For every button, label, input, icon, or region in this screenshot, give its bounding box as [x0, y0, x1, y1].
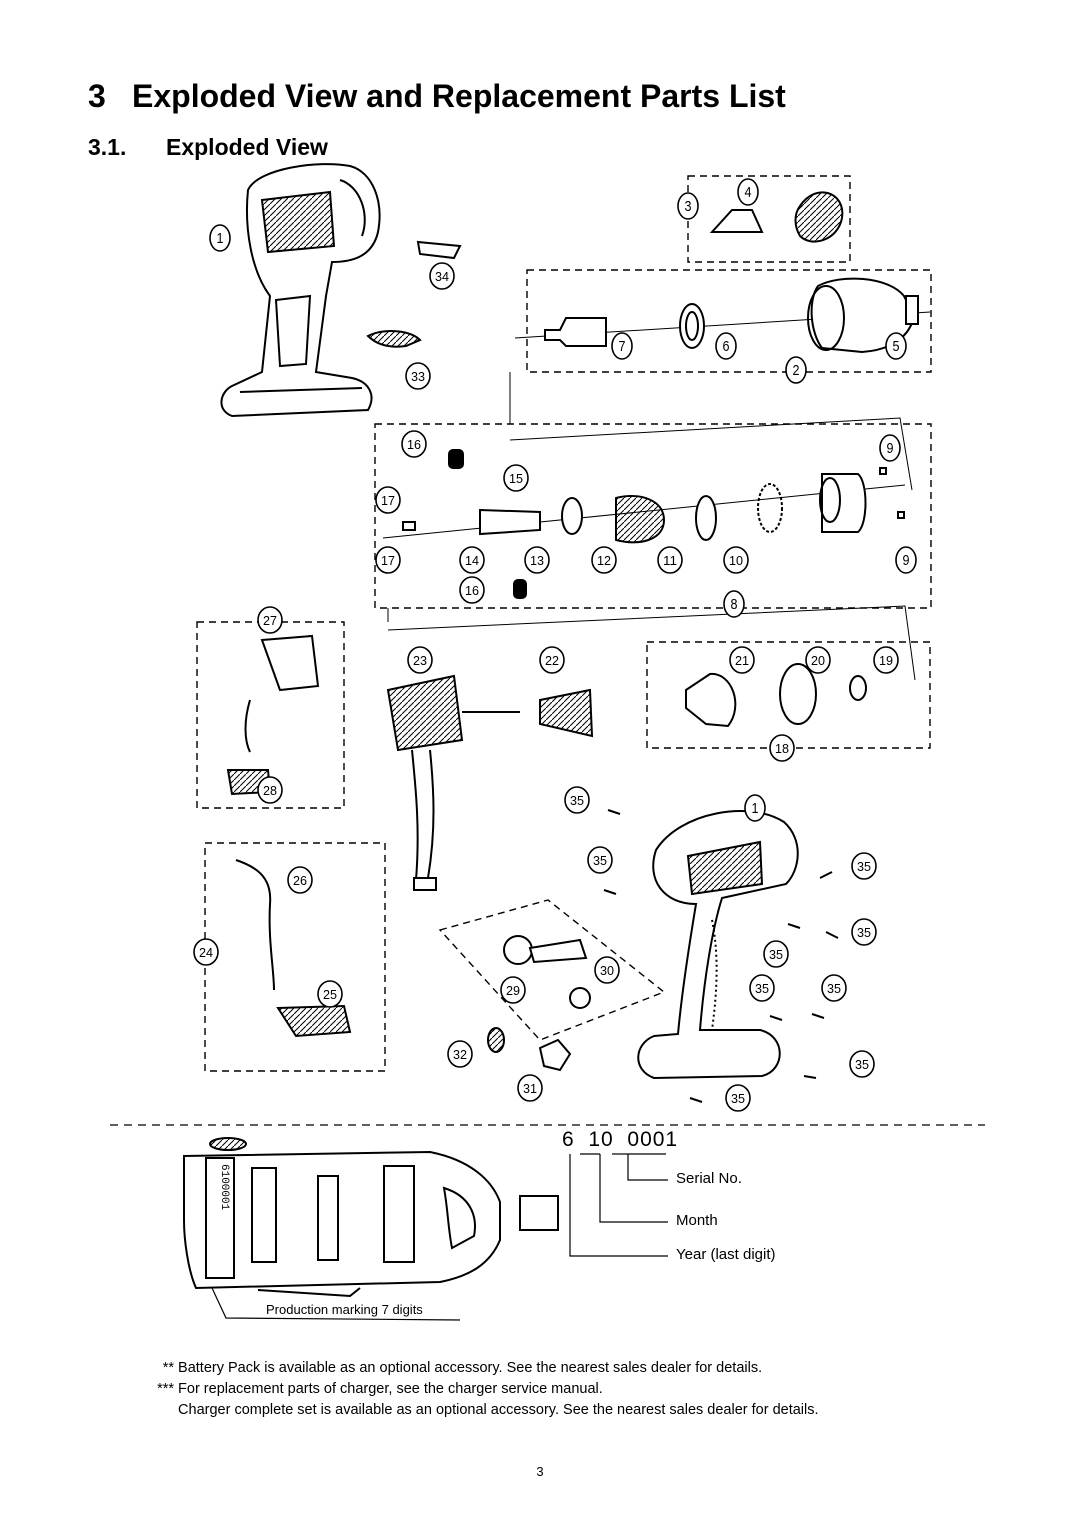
callout-number: 18	[775, 741, 789, 756]
callout-number: 9	[902, 552, 910, 569]
spring-part-32	[488, 1028, 504, 1052]
part-callout-35	[764, 941, 788, 967]
part-callout-26	[288, 867, 312, 893]
part-callout-35	[850, 1051, 874, 1077]
part-callout-3	[678, 193, 698, 219]
part-callout-6	[716, 333, 736, 359]
steel-ball-part-9	[880, 468, 886, 474]
housing-part-1	[221, 164, 379, 416]
callout-number: 28	[263, 783, 277, 798]
callout-number: 29	[506, 983, 520, 998]
callout-number: 1	[216, 230, 224, 247]
legend-serial-no: Serial No.	[676, 1170, 742, 1187]
subsection-number: 3.1.	[88, 134, 127, 160]
ball-part-16	[449, 450, 463, 468]
callout-number: 35	[857, 859, 871, 874]
note-row: *** For replacement parts of charger, see the charger service manual.	[157, 1381, 603, 1397]
callout-number: 12	[597, 553, 611, 568]
part-callout-10	[724, 547, 748, 573]
callout-number: 35	[570, 793, 584, 808]
callout-number: 35	[731, 1091, 745, 1106]
part-callout-7	[612, 333, 632, 359]
group-box-29-30	[440, 900, 664, 1040]
callout-number: 19	[879, 653, 893, 668]
washer-part-12	[696, 496, 716, 540]
part-callout-14	[460, 547, 484, 573]
part-callout-29	[501, 977, 525, 1003]
callout-number: 10	[729, 553, 743, 568]
callout-number: 11	[663, 553, 677, 568]
plate-marking: 6100001	[218, 1164, 230, 1211]
part-callout-34	[430, 263, 454, 289]
gearcase-row	[686, 664, 866, 726]
callout-number: 30	[600, 963, 614, 978]
washer-part-14	[562, 498, 582, 534]
callout-number: 16	[465, 583, 479, 598]
part-callout-17	[376, 487, 400, 513]
part-callout-35	[822, 975, 846, 1001]
button-part-30	[570, 988, 590, 1008]
callout-number: 35	[769, 947, 783, 962]
clip-part-31	[540, 1040, 570, 1070]
hammer-part-10	[822, 474, 866, 532]
callout-number: 13	[530, 553, 544, 568]
part-callout-35	[852, 853, 876, 879]
part-callout-12	[592, 547, 616, 573]
part-callout-4	[738, 179, 758, 205]
part-callout-23	[408, 647, 432, 673]
motor-assembly	[388, 676, 592, 890]
part-callout-22	[540, 647, 564, 673]
stator-part-23	[388, 676, 462, 750]
part-callout-35	[565, 787, 589, 813]
callout-number: 14	[465, 553, 479, 568]
callout-number: 2	[792, 362, 800, 379]
callout-number: 32	[453, 1047, 467, 1062]
lever-part-29	[504, 936, 532, 964]
part-callout-5	[886, 333, 906, 359]
callout-number: 1	[751, 800, 759, 817]
callout-number: 23	[413, 653, 427, 668]
spindle-part-15	[480, 510, 540, 534]
callout-number: 35	[755, 981, 769, 996]
callout-number: 26	[293, 873, 307, 888]
part-callout-35	[852, 919, 876, 945]
part-callout-21	[730, 647, 754, 673]
callout-number: 4	[744, 184, 752, 201]
notes	[148, 1358, 819, 1421]
serial-leaders	[570, 1154, 668, 1256]
bearing-part-19	[850, 676, 866, 700]
callout-number: 8	[730, 596, 738, 613]
callout-number: 15	[509, 471, 523, 486]
part-callout-16	[460, 577, 484, 603]
callout-number: 17	[381, 553, 395, 568]
cover-part-3	[712, 210, 762, 232]
legend-year: Year (last digit)	[676, 1246, 776, 1263]
wire-part-26	[236, 860, 274, 990]
callout-number: 5	[892, 338, 900, 355]
part-callout-25	[318, 981, 342, 1007]
callout-number: 6	[722, 338, 730, 355]
o-ring-part-20	[780, 664, 816, 724]
callout-number: 17	[381, 493, 395, 508]
part-callout-19	[874, 647, 898, 673]
case-part-21	[686, 674, 735, 726]
part-callout-2	[786, 357, 806, 383]
small-parts	[488, 936, 590, 1070]
rotor-part-22	[540, 690, 592, 736]
callout-number: 35	[857, 925, 871, 940]
pin-part-17	[403, 522, 415, 530]
part-callout-33	[406, 363, 430, 389]
part-callout-1	[210, 225, 230, 251]
part-callout-8	[724, 591, 744, 617]
legend-month: Month	[676, 1212, 718, 1229]
production-marking-label: Production marking 7 digits	[266, 1302, 423, 1317]
part-callout-32	[448, 1041, 472, 1067]
section-title: Exploded View and Replacement Parts List	[132, 78, 786, 114]
callout-number: 20	[811, 653, 825, 668]
callout-number: 9	[886, 440, 894, 457]
ball-ring-part-11	[758, 484, 782, 532]
hammer-row	[403, 450, 904, 598]
part-callout-28	[258, 777, 282, 803]
part-callout-13	[525, 547, 549, 573]
part-callout-27	[258, 607, 282, 633]
washer-part-6	[680, 304, 704, 348]
section-number: 3	[88, 78, 106, 114]
callout-number: 21	[735, 653, 749, 668]
part-callout-30	[595, 957, 619, 983]
serial-code: 6 10 0001	[562, 1128, 679, 1151]
bumper-part-4	[796, 192, 843, 241]
part-callout-17	[376, 547, 400, 573]
note-row: Charger complete set is available as an optional accessory. See the nearest sales dealer for details.	[178, 1402, 819, 1418]
callout-number: 35	[855, 1057, 869, 1072]
callout-number: 35	[827, 981, 841, 996]
callout-number: 35	[593, 853, 607, 868]
cap-part-5	[906, 296, 918, 324]
callout-number: 27	[263, 613, 277, 628]
callout-number: 25	[323, 987, 337, 1002]
callout-number: 3	[684, 198, 692, 215]
callout-number: 33	[411, 369, 425, 384]
callout-number: 7	[618, 338, 626, 355]
page-number: 3	[536, 1464, 544, 1479]
tool-bottom-view	[184, 1138, 558, 1320]
part-callout-11	[658, 547, 682, 573]
switch-part-27	[262, 636, 318, 690]
part-callout-1	[745, 795, 765, 821]
plate-part-25	[278, 1006, 350, 1036]
callout-number: 22	[545, 653, 559, 668]
part-callout-16	[402, 431, 426, 457]
plate-part-34	[418, 242, 460, 258]
part-callout-20	[806, 647, 830, 673]
part-callout-35	[726, 1085, 750, 1111]
part-callout-15	[504, 465, 528, 491]
spring-part-13	[616, 496, 664, 542]
callout-number: 16	[407, 437, 421, 452]
part-callout-9	[896, 547, 916, 573]
note-row: ** Battery Pack is available as an optional accessory. See the nearest sales dealer for details.	[162, 1360, 763, 1376]
anvil-part-7	[545, 318, 606, 346]
callout-number: 34	[435, 269, 449, 284]
part-callout-9	[880, 435, 900, 461]
plate-part-33	[368, 331, 420, 347]
switch-assembly	[228, 636, 318, 794]
callout-number: 31	[523, 1081, 537, 1096]
part-callout-35	[750, 975, 774, 1001]
part-callout-18	[770, 735, 794, 761]
subsection-title: Exploded View	[166, 134, 328, 160]
part-callout-24	[194, 939, 218, 965]
part-callout-35	[588, 847, 612, 873]
part-callout-31	[518, 1075, 542, 1101]
callout-number: 24	[199, 945, 213, 960]
